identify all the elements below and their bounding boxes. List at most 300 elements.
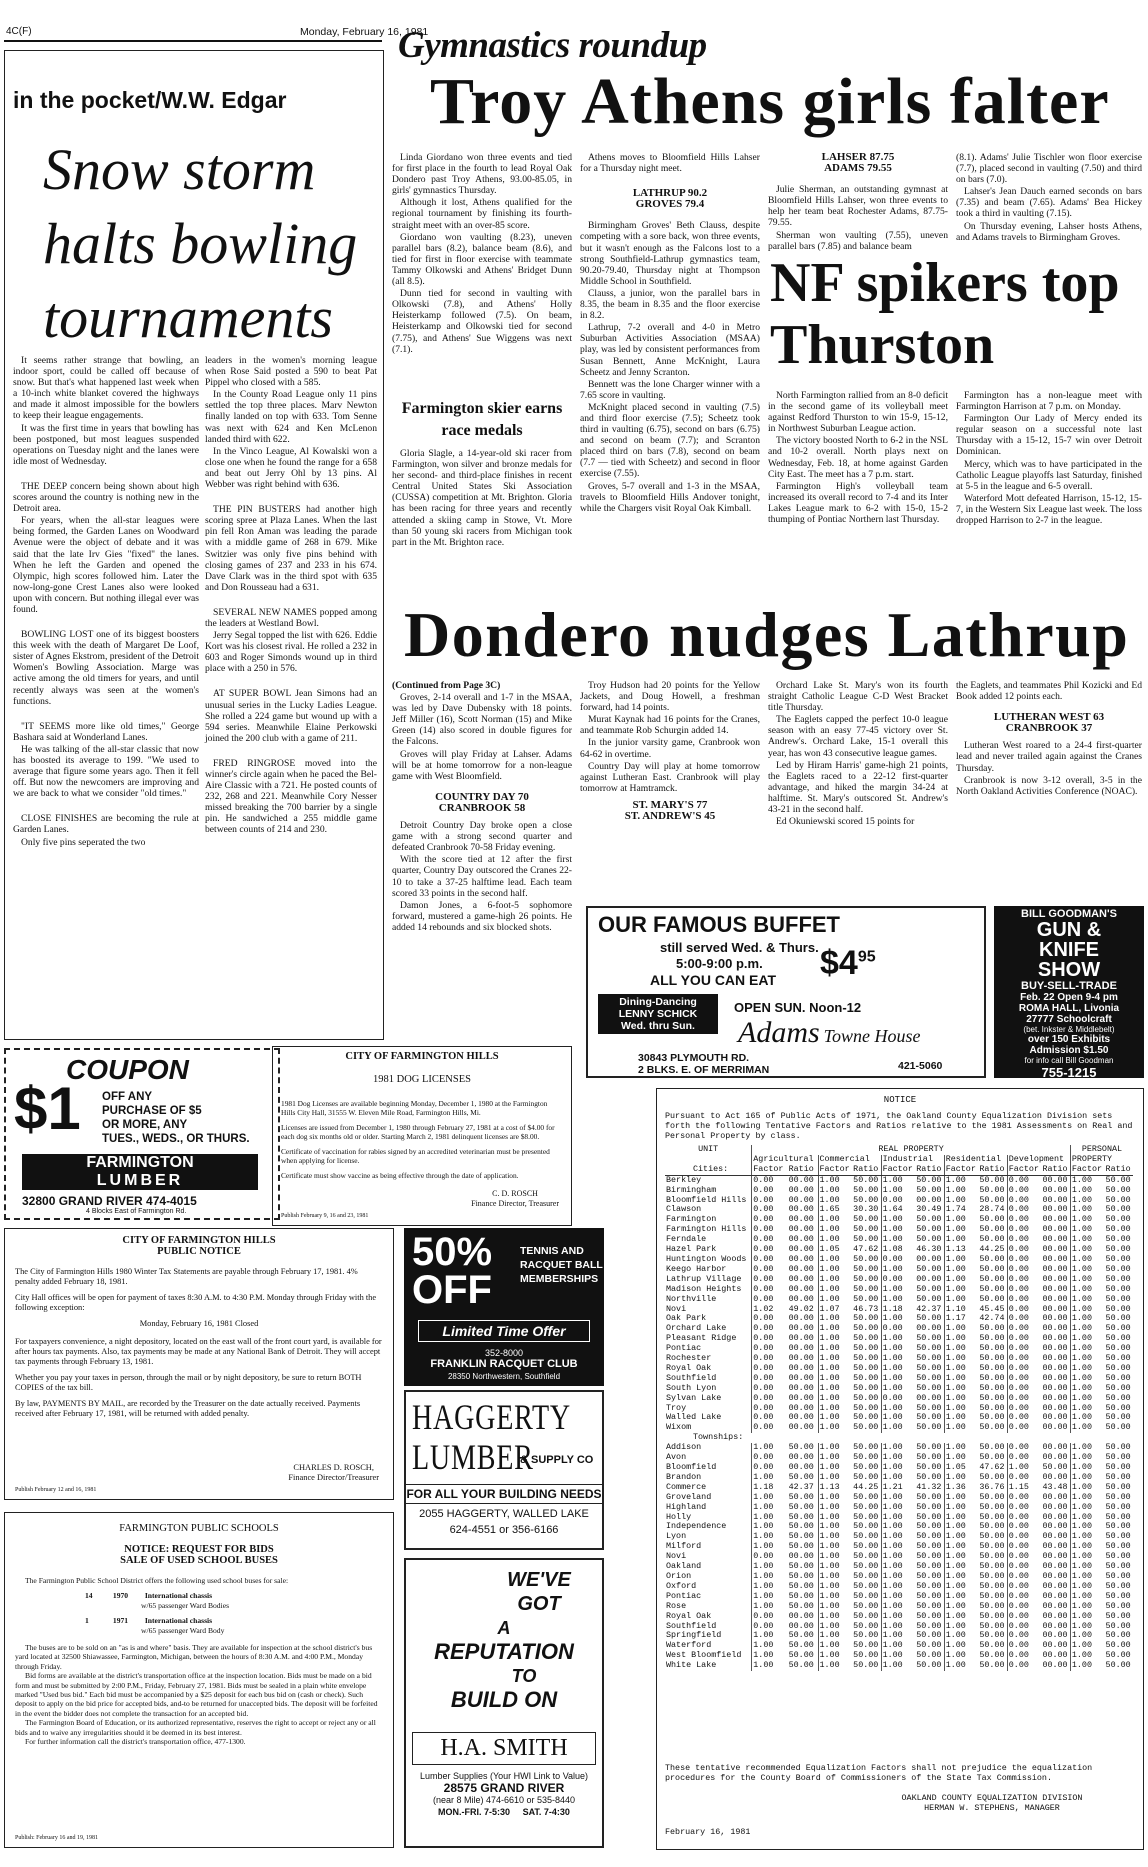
factor-cell: 1.00 — [944, 1503, 978, 1513]
gun-line: over 150 Exhibits — [1027, 1034, 1111, 1045]
ratio-cell: 50.00 — [916, 1610, 942, 1621]
factor-cell: 0.00 — [1007, 1404, 1041, 1414]
paragraph: For further information call the district's transportation office, 477-1300. — [25, 1737, 246, 1747]
racquet-big: 50% — [412, 1230, 493, 1274]
paragraph: It seems rather strange that bowling, an indoor sport, could be called off because of snow. But that's what happened last week when a 10-inch white blanket covered the highways and made it almost impossible for the bowlers to keep their league engagements. — [13, 355, 199, 422]
unit-name: Pontiac — [666, 1343, 702, 1354]
paragraph: Farmington High's volleyball team increased its overall record to 7-4 and its Inter Lakes League mark to 6-2 with 15-0, 15-2 thumping of Pontiac Northern last Thursday. — [768, 480, 948, 526]
factor-cell: 1.00 — [1070, 1175, 1104, 1185]
factor-cell: 0.00 — [1007, 1522, 1041, 1532]
ratio-cell: 50.00 — [853, 1412, 879, 1423]
notice-head: CITY OF FARMINGTON HILLS — [122, 1235, 276, 1246]
ratio-cell: 46.73 — [853, 1303, 879, 1314]
factor-cell: 1.00 — [1070, 1423, 1104, 1433]
factor-cell: 1.00 — [752, 1513, 788, 1523]
paragraph: Only five pins seperated the two — [21, 836, 146, 848]
address-line: 30843 PLYMOUTH RD. — [638, 1052, 750, 1064]
factor-cell: 1.00 — [1070, 1513, 1104, 1523]
factor-cell: 1.00 — [818, 1404, 852, 1414]
ratio-cell: 00.00 — [1042, 1392, 1068, 1403]
factor-cell: 1.00 — [1070, 1602, 1104, 1612]
factor-cell: 0.00 — [1007, 1473, 1041, 1483]
ratio-cell: 50.00 — [1105, 1273, 1131, 1284]
factor-cell: 1.00 — [881, 1592, 915, 1602]
ratio-cell: 00.00 — [1042, 1610, 1068, 1621]
factor-header: Factor — [1007, 1165, 1041, 1175]
ratio-cell: 50.00 — [916, 1313, 942, 1324]
factor-cell: 1.00 — [1070, 1542, 1104, 1552]
ratio-cell: 50.00 — [853, 1194, 879, 1205]
ratio-cell: 00.00 — [1042, 1353, 1068, 1364]
ratio-cell: 00.00 — [1042, 1660, 1068, 1671]
factor-cell: 1.00 — [881, 1265, 915, 1275]
ratio-cell: 00.00 — [788, 1204, 814, 1215]
ratio-cell: 50.00 — [1105, 1660, 1131, 1671]
ratio-cell: 50.00 — [916, 1353, 942, 1364]
factor-cell: 1.00 — [818, 1275, 852, 1285]
ratio-cell: 50.00 — [916, 1561, 942, 1572]
factor-header: Factor — [1070, 1165, 1104, 1175]
paragraph: The Farmington Public School District offers the following used school buses for sale: — [25, 1576, 289, 1585]
factor-cell: 0.00 — [1007, 1175, 1041, 1185]
factor-cell: 1.00 — [944, 1612, 978, 1622]
factor-cell: 1.74 — [944, 1205, 978, 1215]
gun-line: (bet. Inkster & Middlebelt) — [1023, 1025, 1115, 1034]
factor-cell: 1.00 — [752, 1542, 788, 1552]
ratio-cell: 50.00 — [916, 1491, 942, 1502]
factor-cell: 1.00 — [881, 1295, 915, 1305]
factor-cell: 0.00 — [1007, 1344, 1041, 1354]
factor-cell: 0.00 — [1007, 1196, 1041, 1206]
ratio-cell: 50.00 — [979, 1263, 1005, 1274]
paragraph: Troy Hudson had 20 points for the Yellow Jackets, and Doug Howell, a freshman forward, had 14 points. — [580, 680, 760, 714]
factor-cell: 0.00 — [1007, 1413, 1041, 1423]
unit-name: Springfield — [666, 1630, 722, 1641]
score-header: LUTHERAN WEST 63 — [993, 711, 1105, 724]
ratio-cell: 50.00 — [1105, 1224, 1131, 1235]
offer-line: OR MORE, ANY — [102, 1119, 188, 1131]
factor-cell: 1.00 — [881, 1651, 915, 1661]
factor-cell: 1.00 — [944, 1562, 978, 1572]
ratio-cell: 00.00 — [788, 1293, 814, 1304]
factor-cell: 1.00 — [752, 1651, 788, 1661]
factor-cell: 1.00 — [881, 1503, 915, 1513]
factor-cell: 1.00 — [1070, 1522, 1104, 1532]
ratio-cell: 50.00 — [853, 1551, 879, 1562]
class-label: Industrial — [881, 1155, 944, 1165]
paragraph: The Eaglets capped the perfect 10-0 league season with an easy 77-45 victory over St. Andrew's. Orchard Lake, 15-1 overall this year, has won 43 consecutive league games. — [768, 714, 948, 759]
factor-cell: 1.00 — [881, 1572, 915, 1582]
factor-cell: 1.00 — [1070, 1493, 1104, 1503]
ratio-cell: 50.00 — [853, 1590, 879, 1601]
ratio-cell: 50.00 — [916, 1521, 942, 1532]
ratio-cell: 50.00 — [979, 1333, 1005, 1344]
ratio-cell: 50.00 — [1105, 1343, 1131, 1354]
ratio-cell: 50.00 — [916, 1471, 942, 1482]
ratio-cell: 00.00 — [1042, 1531, 1068, 1542]
ratio-cell: 00.00 — [788, 1244, 814, 1255]
factor-cell: 1.00 — [944, 1265, 978, 1275]
ratio-cell: 00.00 — [788, 1184, 814, 1195]
factor-cell: 1.00 — [944, 1413, 978, 1423]
factor-cell: 1.00 — [818, 1612, 852, 1622]
paragraph: BOWLING LOST one of its biggest boosters this week with the death of Margaret De Loof, sister of Agnes Ekstrom, president of the Detroit Women's Bowling Association. Marge was active among the old timers for years, and until recently always was seen at the women's functions. — [13, 629, 199, 707]
page-date: Monday, February 16, 1981 — [300, 26, 429, 38]
ratio-header: Ratio — [1105, 1165, 1133, 1175]
factor-cell: 0.00 — [1007, 1354, 1041, 1364]
paragraph: Lahser's Jean Dauch earned seconds on bars (7.35) and beam (7.65). Adams' Bea Hickey took a third in vaulting (7.15). — [956, 186, 1142, 220]
factor-cell: 0.00 — [752, 1364, 788, 1374]
factor-cell: 1.00 — [1070, 1572, 1104, 1582]
factor-cell: 1.00 — [881, 1582, 915, 1592]
slogan-word: GOT — [517, 1593, 561, 1615]
factor-cell: 1.00 — [752, 1592, 788, 1602]
class-label: Residential — [944, 1155, 1007, 1165]
ratio-cell: 50.00 — [979, 1422, 1005, 1433]
factor-cell: 1.00 — [1070, 1205, 1104, 1215]
section-title: Gymnastics roundup — [398, 25, 707, 66]
ratio-cell: 50.00 — [1105, 1402, 1131, 1413]
unit-name: Bloomfield Hills — [666, 1194, 747, 1205]
ratio-cell: 50.00 — [1105, 1362, 1131, 1373]
unit-name: Orchard Lake — [666, 1323, 727, 1334]
factor-cell: 1.00 — [881, 1473, 915, 1483]
ratio-cell: 50.00 — [1105, 1283, 1131, 1294]
ratio-cell: 50.00 — [1105, 1353, 1131, 1364]
factor-cell: 0.00 — [752, 1354, 788, 1364]
paragraph: Athens moves to Bloomfield Hills Lahser for a Thursday night meet. — [580, 152, 760, 175]
ratio-cell: 50.00 — [853, 1184, 879, 1195]
cities-label: Cities: — [665, 1165, 752, 1175]
factor-cell: 1.00 — [881, 1532, 915, 1542]
factor-cell: 1.00 — [881, 1186, 915, 1196]
unit-name: Madison Heights — [666, 1283, 742, 1294]
factor-cell: 1.00 — [1070, 1443, 1104, 1453]
factor-cell: 0.00 — [1007, 1245, 1041, 1255]
paragraph: CLOSE FINISHES are becoming the rule at Garden Lanes. — [13, 813, 199, 836]
ratio-cell: 49.02 — [788, 1303, 814, 1314]
ratio-cell: 50.00 — [979, 1382, 1005, 1393]
unit-name: Orion — [666, 1570, 692, 1581]
factor-cell: 0.00 — [1007, 1552, 1041, 1562]
dondero-headline: Dondero nudges Lathrup — [404, 599, 1130, 670]
ratio-cell: 00.00 — [1042, 1561, 1068, 1572]
notice-head: FARMINGTON PUBLIC SCHOOLS — [119, 1523, 279, 1534]
ratio-cell: 50.00 — [788, 1521, 814, 1532]
notice-head: NOTICE — [883, 1095, 917, 1105]
factor-cell: 1.00 — [1070, 1622, 1104, 1632]
factor-cell: 1.00 — [881, 1463, 915, 1473]
coupon-big: $1 — [14, 1075, 81, 1142]
ratio-cell: 50.00 — [1105, 1471, 1131, 1482]
haggerty-l2: LUMBER — [412, 1437, 534, 1477]
factor-cell: 1.00 — [1070, 1285, 1104, 1295]
ratio-cell: 45.45 — [979, 1303, 1005, 1314]
ratio-cell: 00.00 — [788, 1273, 814, 1284]
paragraph: Certificate must show vaccine as being effective through the date of application. — [281, 1171, 519, 1180]
ratio-header: Ratio — [852, 1165, 881, 1175]
ratio-cell: 00.00 — [788, 1253, 814, 1264]
factor-cell: 1.13 — [944, 1245, 978, 1255]
coupon-title: COUPON — [66, 1054, 189, 1085]
ratio-cell: 50.00 — [1105, 1462, 1131, 1472]
troy-headline: Troy Athens girls falter — [430, 65, 1110, 138]
factor-cell: 0.00 — [752, 1384, 788, 1394]
ratio-cell: 50.00 — [1105, 1501, 1131, 1512]
paragraph: Murat Kaynak had 16 points for the Cranes, and teammate Rob Schurgin added 14. — [580, 714, 760, 737]
ratio-cell: 50.00 — [853, 1214, 879, 1225]
paragraph: Waterford Mott defeated Harrison, 15-12, 15-7, in the Western Six League last week. The loss dropped Harrison to 2-7 in the league. — [956, 492, 1142, 527]
factor-cell: 1.00 — [1070, 1483, 1104, 1493]
gun-line: 27777 Schoolcraft — [1026, 1014, 1112, 1025]
factor-cell: 1.00 — [752, 1572, 788, 1582]
bus-desc: International chassis — [144, 1616, 213, 1626]
factor-cell: 1.00 — [944, 1522, 978, 1532]
ratio-cell: 41.32 — [916, 1481, 942, 1492]
buffet-ad — [586, 906, 986, 1078]
factor-cell: 1.00 — [881, 1641, 915, 1651]
ratio-cell: 00.00 — [1042, 1194, 1068, 1205]
factor-cell: 0.00 — [1007, 1364, 1041, 1374]
nf-col1 — [768, 390, 948, 526]
dondero-col3 — [768, 680, 948, 828]
gun-line: Feb. 22 Open 9-4 pm — [1020, 992, 1118, 1003]
ratio-cell: 00.00 — [788, 1194, 814, 1205]
ratio-cell: 00.00 — [788, 1551, 814, 1562]
coupon-brand — [22, 1154, 258, 1190]
ratio-cell: 50.00 — [1105, 1452, 1131, 1463]
ratio-cell: 30.30 — [853, 1204, 879, 1215]
ratio-cell: 00.00 — [788, 1402, 814, 1413]
factor-cell: 0.00 — [1007, 1562, 1041, 1572]
col-unit: UNIT — [698, 1144, 719, 1154]
factor-cell: 1.00 — [944, 1285, 978, 1295]
ratio-cell: 00.00 — [788, 1422, 814, 1433]
bowling-column — [4, 50, 384, 1040]
ratio-cell: 50.00 — [853, 1234, 879, 1245]
hours-saturday: SAT. 7-4:30 — [522, 1807, 570, 1817]
ratio-cell: 50.00 — [916, 1551, 942, 1562]
factor-cell: 0.00 — [752, 1275, 788, 1285]
paragraph: (8.1). Adams' Julie Tischler won floor exercise (7.7), placed second in vaulting (7.50) and third on bars (7.0). — [956, 152, 1142, 186]
factor-cell: 1.00 — [881, 1513, 915, 1523]
unit-name: Sylvan Lake — [666, 1392, 722, 1403]
ratio-cell: 50.00 — [916, 1511, 942, 1522]
dining-line: LENNY SCHICK — [618, 1008, 698, 1020]
factor-cell: 1.00 — [1070, 1374, 1104, 1384]
dog-signature — [471, 1189, 559, 1209]
factor-cell: 0.00 — [1007, 1423, 1041, 1433]
offer-line: MEMBERSHIPS — [520, 1273, 599, 1285]
unit-name: Lathrup Village — [666, 1273, 742, 1284]
gun-line: BUY-SELL-TRADE — [1021, 980, 1117, 992]
factor-cell: 0.00 — [1007, 1334, 1041, 1344]
paragraph: Farmington has a non-league meet with Farmington Harrison at 7 p.m. on Monday. — [956, 390, 1142, 413]
unit-name: Commerce — [666, 1481, 707, 1492]
factor-cell: 1.00 — [944, 1215, 978, 1225]
ratio-cell: 44.25 — [853, 1481, 879, 1492]
factor-cell: 0.00 — [1007, 1641, 1041, 1651]
score-header: LAHSER 87.75 — [821, 151, 895, 163]
factor-cell: 1.00 — [881, 1334, 915, 1344]
factor-header: Factor — [818, 1165, 852, 1175]
ratio-cell: 50.00 — [788, 1501, 814, 1512]
ratio-cell: 50.00 — [853, 1511, 879, 1522]
ratio-cell: 50.00 — [853, 1580, 879, 1591]
racquet-address: 28350 Northwestern, Southfield — [447, 1372, 561, 1381]
ratio-cell: 00.00 — [1042, 1452, 1068, 1463]
ratio-cell: 00.00 — [788, 1452, 814, 1463]
unit-name: Wixom — [666, 1422, 692, 1433]
ratio-cell: 50.00 — [916, 1372, 942, 1383]
ratio-cell: 00.00 — [788, 1174, 814, 1185]
paragraph: The victory boosted North to 6-2 in the NSL and 10-2 overall. North plays next on Wednesday, Feb. 18, at home against Garden City East. The meet has a 7 p.m. start. — [768, 435, 948, 480]
factor-cell: 1.00 — [881, 1522, 915, 1532]
ratio-cell: 50.00 — [1105, 1244, 1131, 1255]
ratio-cell: 00.00 — [1042, 1630, 1068, 1641]
ratio-cell: 50.00 — [916, 1214, 942, 1225]
unit-name: Hazel Park — [666, 1244, 717, 1255]
equal-signature — [857, 1793, 1127, 1813]
gun-line: KNIFE — [1039, 939, 1099, 961]
factor-cell: 1.00 — [881, 1354, 915, 1364]
factor-cell: 1.00 — [818, 1572, 852, 1582]
factor-cell: 1.00 — [1070, 1215, 1104, 1225]
ratio-cell: 50.00 — [853, 1630, 879, 1641]
ratio-cell: 50.00 — [1105, 1650, 1131, 1661]
ratio-cell: 50.00 — [916, 1402, 942, 1413]
ratio-cell: 50.00 — [916, 1660, 942, 1671]
factor-cell: 0.00 — [881, 1196, 915, 1206]
factor-cell: 1.00 — [944, 1602, 978, 1612]
factor-cell: 1.00 — [1070, 1196, 1104, 1206]
factor-cell: 1.00 — [1070, 1463, 1104, 1473]
paragraph: THE DEEP concern being shown about high scores around the country is nothing new in the Detroit area. — [13, 480, 199, 515]
factor-cell: 1.00 — [944, 1324, 978, 1334]
factor-cell: 0.00 — [1007, 1513, 1041, 1523]
factor-cell: 1.00 — [818, 1513, 852, 1523]
factor-cell: 0.00 — [1007, 1532, 1041, 1542]
factor-cell: 1.00 — [881, 1622, 915, 1632]
ratio-cell: 50.00 — [1105, 1214, 1131, 1225]
paragraph: Although it lost, Athens qualified for the regional tournament by finishing its fourth-straight meet with an over-85 score. — [392, 197, 572, 231]
slogan-word: WE'VE — [507, 1569, 571, 1591]
factor-cell: 1.00 — [818, 1631, 852, 1641]
factor-cell: 1.18 — [752, 1483, 788, 1493]
ratio-cell: 00.00 — [788, 1333, 814, 1344]
table-row — [665, 1661, 1133, 1671]
bus-item — [85, 1616, 383, 1635]
ratio-cell: 50.00 — [979, 1184, 1005, 1195]
ratio-cell: 50.00 — [1105, 1600, 1131, 1611]
factor-cell: 1.00 — [944, 1443, 978, 1453]
ratio-cell: 50.00 — [979, 1452, 1005, 1463]
unit-name: Pontiac — [666, 1590, 702, 1601]
factor-cell: 1.00 — [1070, 1305, 1104, 1315]
ratio-header: Ratio — [788, 1165, 818, 1175]
dog-license-notice — [272, 1046, 572, 1226]
ratio-cell: 50.00 — [853, 1343, 879, 1354]
tax-notice — [4, 1228, 394, 1500]
factor-cell: 1.00 — [944, 1255, 978, 1265]
ratio-cell: 00.00 — [1042, 1323, 1068, 1334]
ratio-cell: 50.00 — [916, 1382, 942, 1393]
factor-cell: 1.00 — [944, 1552, 978, 1562]
ratio-cell: 00.00 — [788, 1392, 814, 1403]
masthead-rule — [4, 40, 382, 42]
ratio-cell: 00.00 — [1042, 1184, 1068, 1195]
paragraph: McKnight placed second in vaulting (7.5) and third floor exercise (7.5); Scheetz took third in vaulting (6.75), second on bars (6.75) and second on beam (7.7); and Scranton placed third on bars (7.8), second on beam (7.7 — tied with Scheetz) and second in floor exercise (7.55). — [580, 401, 760, 480]
ratio-cell: 50.00 — [788, 1570, 814, 1581]
ratio-cell: 50.00 — [853, 1293, 879, 1304]
paragraph: Gloria Slagle, a 14-year-old ski racer from Farmington, won silver and bronze medals for her second- and third-place finishes in recent Central United States Ski Association (CUSSA) competition at Mt. Brighton. Gloria has been racing for three years and recently attended a skiing camp in Stowe, Vt. More than 50 young ski racers from Michigan took part in the Mt. Brighton race. — [392, 448, 572, 548]
factor-cell: 1.64 — [881, 1205, 915, 1215]
factor-cell: 1.00 — [818, 1493, 852, 1503]
ratio-cell: 50.00 — [916, 1501, 942, 1512]
ratio-cell: 50.00 — [1105, 1511, 1131, 1522]
ratio-cell: 50.00 — [979, 1580, 1005, 1591]
factor-cell: 1.00 — [1070, 1334, 1104, 1344]
factor-cell: 1.00 — [818, 1374, 852, 1384]
factor-cell: 1.00 — [881, 1562, 915, 1572]
ratio-cell: 00.00 — [1042, 1273, 1068, 1284]
ratio-cell: 00.00 — [1042, 1650, 1068, 1661]
factor-cell: 0.00 — [1007, 1572, 1041, 1582]
factor-cell: 0.00 — [1007, 1285, 1041, 1295]
factor-cell: 1.05 — [944, 1463, 978, 1473]
ratio-cell: 50.00 — [1105, 1293, 1131, 1304]
bus-item — [85, 1591, 383, 1610]
factor-cell: 1.00 — [1070, 1295, 1104, 1305]
ratio-cell: 50.00 — [979, 1551, 1005, 1562]
factor-cell: 1.00 — [944, 1175, 978, 1185]
ratio-cell: 50.00 — [788, 1650, 814, 1661]
ratio-cell: 00.00 — [1042, 1253, 1068, 1264]
factor-cell: 0.00 — [1007, 1661, 1041, 1671]
ratio-cell: 50.00 — [916, 1184, 942, 1195]
ratio-cell: 50.00 — [1105, 1323, 1131, 1334]
factor-cell: 1.00 — [818, 1255, 852, 1265]
factor-cell: 0.00 — [752, 1265, 788, 1275]
ratio-cell: 47.62 — [853, 1244, 879, 1255]
factor-cell: 1.00 — [881, 1314, 915, 1324]
unit-name: West Bloomfield — [666, 1650, 742, 1661]
factor-cell: 1.00 — [944, 1394, 978, 1404]
ratio-cell: 42.37 — [916, 1303, 942, 1314]
ratio-cell: 50.00 — [853, 1273, 879, 1284]
factor-cell: 1.02 — [752, 1305, 788, 1315]
ratio-cell: 50.00 — [979, 1501, 1005, 1512]
notice-sub: SALE OF USED SCHOOL BUSES — [120, 1555, 278, 1566]
factor-cell: 1.00 — [752, 1582, 788, 1592]
ratio-cell: 50.00 — [979, 1590, 1005, 1601]
factor-cell: 0.00 — [1007, 1235, 1041, 1245]
factor-cell: 0.00 — [752, 1612, 788, 1622]
paragraph: leaders in the women's morning league when Rose Said posted a 590 to beat Pat Pippel who closed with a 585. — [205, 355, 377, 389]
unit-name: Brandon — [666, 1471, 702, 1482]
factor-cell: 1.00 — [818, 1324, 852, 1334]
factor-cell: 1.00 — [818, 1175, 852, 1185]
factor-cell: 1.00 — [818, 1295, 852, 1305]
ratio-cell: 00.00 — [788, 1610, 814, 1621]
factor-cell: 1.00 — [818, 1463, 852, 1473]
paragraph: North Farmington rallied from an 8-0 deficit in the second game of its volleyball meet against Redford Thurston to win 15-9, 15-12, in Northwest Suburban League action. — [768, 390, 948, 435]
ratio-cell: 00.00 — [916, 1392, 942, 1403]
ratio-cell: 00.00 — [1042, 1333, 1068, 1344]
factor-cell: 1.00 — [881, 1215, 915, 1225]
ratio-cell: 00.00 — [1042, 1204, 1068, 1215]
ratio-cell: 00.00 — [1042, 1580, 1068, 1591]
